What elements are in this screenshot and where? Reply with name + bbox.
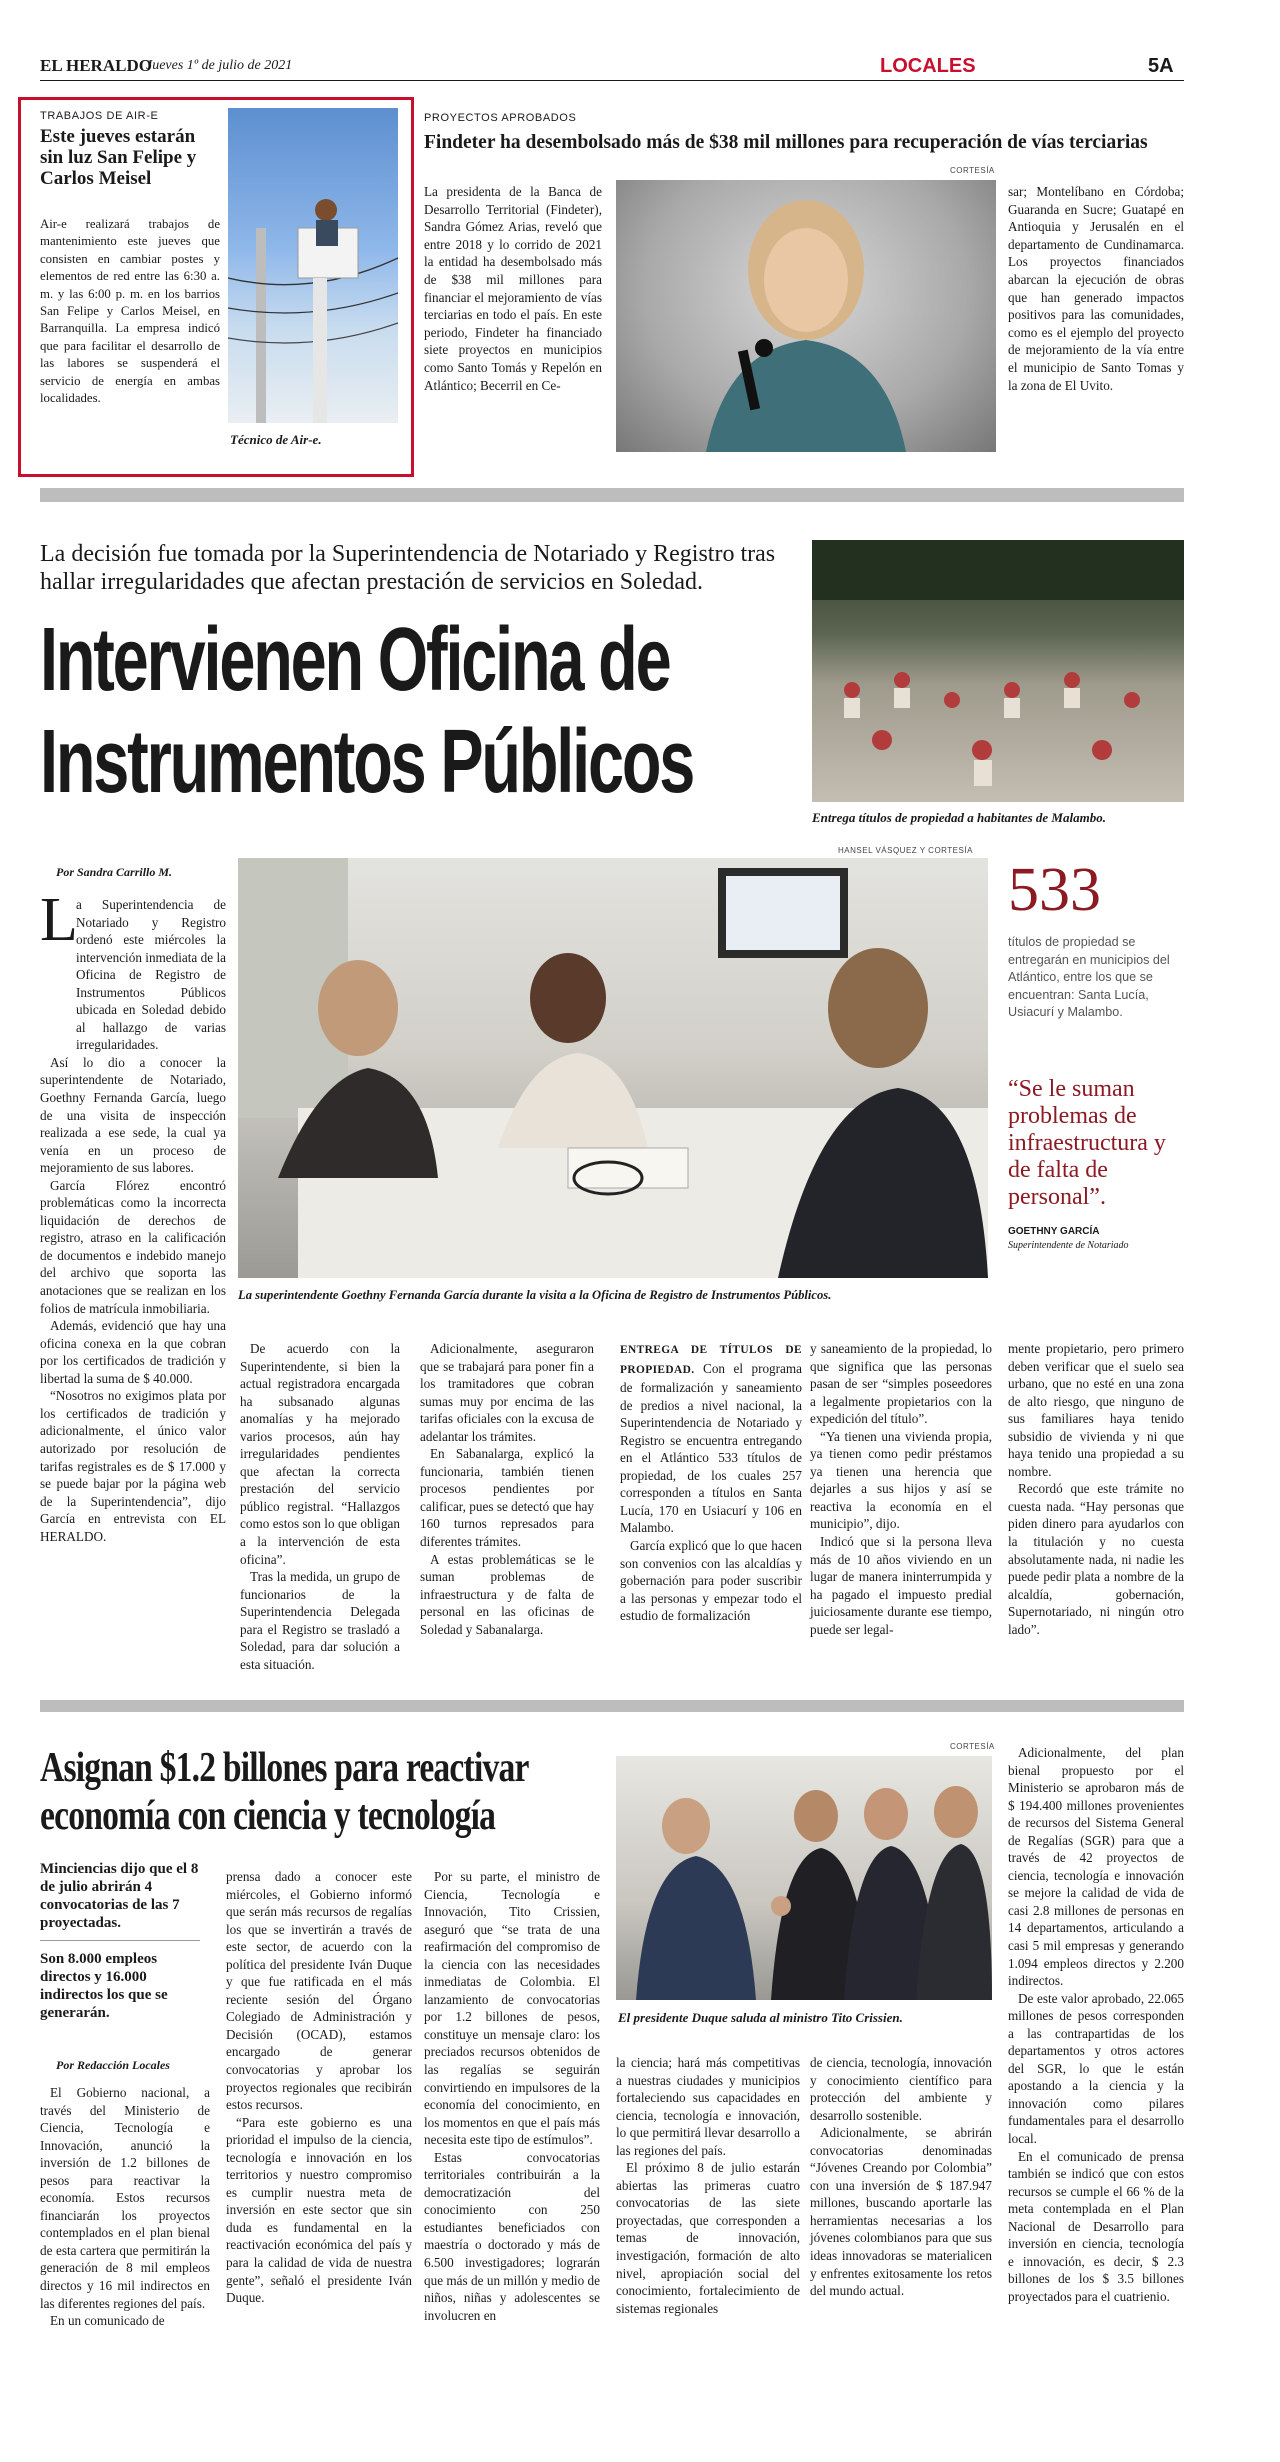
main-col-5 [810, 1340, 992, 1638]
main-p2: Así lo dio a conocer la superintendente de Notariado, Goethny Fernanda García, luego de una visita de inspección realizada a ese sede, la cual ya venía en un proceso de mejoramiento de sus labores. [40, 1054, 226, 1176]
main-c4-lead: ENTREGA DE TÍTULOS DE PROPIEDAD. [620, 1344, 802, 1376]
ciencia-k2: prensa dado a conocer este miércoles, el Gobierno informó que serán más recursos de regalías los que se invertirán a través de este sector, de acuerdo con la política del presidente Iván Duque y que fue ratificada en el más reciente sesión del Órgano Colegiado de Administración y Decisión (OCAD), estamos encargado de generar convocatorias y aprobar los proyectos regionales que recibirán estos recursos. [226, 1869, 412, 2113]
ciencia-k2b: “Para este gobierno es una prioridad el impulso de la ciencia, tecnología e innovación en los territorios y nuestro compromiso es cumplir nuestra meta de inversión en este sector que sin duda es fundamental en la reactivación económica del país y para la calidad de vida de nuestra gente”, señaló el presidente Iván Duque. [226, 2114, 412, 2306]
findeter-col2: sar; Montelíbano en Córdoba; Guaranda en Sucre; Guatapé en Antioquia y Jerusalén en el departamento de Cundinamarca. Los proyectos financiados abarcan la ejecución de obras que han generado impactos positivos para las comunidades, como es el ejemplo del proyecto de mejoramiento de la vía entre el municipio de Santo Tomas y la zona de El Uvito. [1008, 184, 1184, 393]
main-c5b: “Ya tienen una vivienda propia, ya tienen como pedir préstamos ya tienen una herencia que dejarles a sus hijos y así se reactiva la economía en el municipio”, dijo. [810, 1428, 992, 1532]
main-c5: y saneamiento de la propiedad, lo que significa que las personas pasan de ser “simples poseedores a legalmente propietarios con la expedición del título”. [810, 1341, 992, 1427]
ciencia-k5b: Adicionalmente, se abrirán convocatorias denominadas “Jóvenes Creando por Colombia” con una inversión de $ 187.947 millones, buscando aportarle las herramientas necesarias a los jóvenes colombianos para que sus ideas innovadoras se materialicen y enfrentes exitosamente los retos del mundo actual. [810, 2125, 992, 2299]
ciencia-headline-line-1: Asignan $1.2 billones para reactivar [40, 1745, 529, 1791]
brief-headline: Este jueves estarán sin luz San Felipe y Carlos Meisel [40, 126, 197, 189]
ciencia-summary-divider [40, 1940, 200, 1941]
crowd-photo [812, 540, 1184, 802]
findeter-kicker: PROYECTOS APROBADOS [424, 112, 577, 124]
main-c2: De acuerdo con la Superintendente, si bien la actual registradora encargada ha subsanado algunas anomalías y ha mejorado varios procesos, aún hay irregularidades pendientes que afectan la correcta prestación del servicio público registral. “Hallazgos como estos son lo que obligan a la intervención de esta oficina”. [240, 1341, 400, 1567]
main-c3b: En Sabanalarga, explicó la funcionaria, también tienen procesos pendientes por calificar, pues se detectó que hay 160 turnos represados para diferentes trámites. [420, 1446, 594, 1550]
findeter-col1: La presidenta de la Banca de Desarrollo Territorial (Findeter), Sandra Gómez Arias, reveló que entre 2018 y lo corrido de 2021 la entidad ha desembolsado más de $38 mil millones para financiar el mejoramiento de vías terciarias en todo el país. En este periodo, Findeter ha financiado siete proyectos en municipios como Santo Tomás y Repelón en Atlántico; Becerril en Ce- [424, 184, 602, 393]
stat-text: títulos de propiedad se entregarán en municipios del Atlántico, entre los que se encuentran: Santa Lucía, Usiacurí y Malambo. [1008, 935, 1170, 1019]
ciencia-headline-line-2: economía con ciencia y tecnología [40, 1793, 496, 1839]
main-c6b: Recordó que este trámite no cuesta nada. “Hay personas que piden dinero para ayudarlos con la titulación y no cuesta absolutamente nada, ni nadie les puede pedir plata a nombre de la alcaldía, gobernación, Supernotariado, ni ningún otro lado”. [1008, 1481, 1184, 1637]
main-c2b: Tras la medida, un grupo de funcionarios de la Superintendencia Delegada para el Registro se trasladó a Soledad, para dar solución a esta situación. [240, 1569, 400, 1672]
ciencia-col-1 [40, 2084, 210, 2330]
quote-role: Superintendente de Notariado [1008, 1240, 1129, 1251]
office-meeting-photo [238, 858, 988, 1278]
main-p4: Además, evidenció que hay una oficina conexa en la que cobran por los certificados de tradición y libertad la suma de $ 40.000. [40, 1318, 226, 1386]
ciencia-summary-2: Son 8.000 empleos directos y 16.000 indirectos los que se generarán. [40, 1951, 168, 2021]
main-credit: HANSEL VÁSQUEZ Y CORTESÍA [838, 846, 973, 855]
handshake-photo [616, 1756, 992, 2000]
ciencia-k5: de ciencia, tecnología, innovación y conocimiento científico para protección del ambiente y desarrollo sostenible. [810, 2055, 992, 2123]
ciencia-k3: Por su parte, el ministro de Ciencia, Tecnología e Innovación, Tito Crissien, aseguró que “se trata de una reafirmación del compromiso de la ciencia con las necesidades inmediatas de Colombia. El lanzamiento de convocatorias por 1.2 billones de pesos, constituye un mensaje claro: los preciados recursos obtenidos de las regalías se seguirán convirtiendo en impulsores de la economía del conocimiento, en los momentos en que el país más necesita este tipo de estímulos”. [424, 1869, 600, 2148]
section-name: LOCALES [880, 55, 976, 77]
brief-body: Air-e realizará trabajos de mantenimiento este jueves que consisten en cambiar postes y elementos de red entre las 6:30 a. m. y las 6:00 p. m. en los barrios San Felipe y Carlos Meisel, en Barranquilla. La empresa indicó que para facilitar el desarrollo de las labores se suspenderá el servicio de energía en ambas localidades. [40, 217, 220, 406]
main-p3: García Flórez encontró problemáticas como la incorrecta liquidación de derechos de registro, atraso en la calificación de documentos e indebido manejo del archivo que soporta las anotaciones que se realizan en los folios de matrícula inmobiliaria. [40, 1177, 226, 1316]
masthead-rule [40, 80, 1184, 81]
findeter-credit: CORTESÍA [950, 166, 995, 175]
main-col-3 [420, 1340, 594, 1638]
main-c3c: A estas problemáticas se le suman problemas de infraestructura y de falta de personal en las oficinas de Soledad y Sabanalarga. [420, 1551, 594, 1637]
main-c6: mente propietario, pero primero deben verificar que el suelo sea urbano, que no esté en una zona de alto riesgo, que ninguno de sus familiares haya tenido subsidio de vivienda y ni que haya tenido una propiedad a su nombre. [1008, 1341, 1184, 1479]
handshake-caption: El presidente Duque saluda al ministro Tito Crissien. [618, 2010, 903, 2025]
main-headline-line-2: Instrumentos Públicos [40, 712, 694, 812]
ciencia-k3b: Estas convocatorias territoriales contribuirán a la democratización del conocimiento con 250 estudiantes beneficiados con maestría o doctorado y más de 6.500 investigadores; lograrán que más de un millón y medio de niños, niñas y adolescentes se involucren en [424, 2149, 600, 2323]
crowd-illustration [812, 540, 1184, 802]
lineman-photo [228, 108, 398, 423]
issue-date: Jueves 1º de julio de 2021 [146, 58, 293, 73]
ciencia-k6c: En el comunicado de prensa también se indicó que con estos recursos se cumple el 66 % de la meta contemplada en el Plan Nacional de Desarrollo para inversión en ciencia, tecnología e innovación, es decir, $ 2.3 billones de los $ 3.5 billones proyectados para el cuatrienio. [1008, 2148, 1184, 2304]
main-c4b: García explicó que lo que hacen son convenios con las alcaldías y gobernación para poder suscribir a las personas y empezar todo el estudio de formalización [620, 1538, 802, 1624]
quote-name: GOETHNY GARCÍA [1008, 1226, 1100, 1237]
presenter-illustration [616, 180, 996, 452]
findeter-headline: Findeter ha desembolsado más de $38 mil millones para recuperación de vías terciarias [424, 132, 1148, 153]
brief-caption: Técnico de Air-e. [230, 432, 322, 447]
ciencia-credit: CORTESÍA [950, 1742, 995, 1751]
story-divider [40, 1700, 1184, 1712]
ciencia-k4b: El próximo 8 de julio estarán abiertas las primeras cuatro convocatorias de las siete proyectadas, que corresponden a temas de innovación, investigación, formación de alto nivel, apropiación social del conocimiento, fortalecimiento de sistemas regionales [616, 2160, 800, 2316]
ciencia-k6: Adicionalmente, del plan bienal propuesto por el Ministerio se aprobaron más de $ 194.400 millones provenientes de recursos del Sistema General de Regalías (SGR) para que a través de 42 proyectos de ciencia, tecnología e innovación se mejore la calidad de vida de casi 2.8 millones de personas en 14 departamentos, articulando a casi 5 mil empresas y generando 1.094 empleos directos y 2.200 indirectos. [1008, 1745, 1184, 1989]
page-number: 5A [1148, 55, 1174, 77]
main-col-6 [1008, 1340, 1184, 1638]
main-col-1 [40, 896, 226, 1545]
main-p5: “Nosotros no exigimos plata por los certificados de tradición y adicionalmente, el único valor autorizado por resolución de tarifas registrales es de $ 17.000 y se puede bajar por la página web de la Superintendencia”, dijo García en entrevista con EL HERALDO. [40, 1388, 226, 1544]
office-caption: La superintendente Goethny Fernanda García durante la visita a la Oficina de Registro de Instrumentos Públicos. [238, 1288, 832, 1302]
ciencia-col-4 [616, 2054, 800, 2317]
main-col-4 [620, 1340, 802, 1625]
main-c3: Adicionalmente, aseguraron que se trabajará para poner fin a los tramitadores que cobran sumas muy por encima de las tarifas oficiales con la excusa de adelantar los trámites. [420, 1341, 594, 1444]
ciencia-k6b: De este valor aprobado, 22.065 millones de pesos corresponden a las contrapartidas de los departamentos y otros actores del SGR, lo que le están apostando a la ciencia y la innovación como pilares fundamentales para el desarrollo local. [1008, 1990, 1184, 2147]
crowd-caption: Entrega títulos de propiedad a habitantes de Malambo. [812, 810, 1106, 825]
ciencia-k1: El Gobierno nacional, a través del Ministerio de Ciencia, Tecnología e Innovación, anunció la inversión de 1.2 billones de pesos para reactivar la economía. Estos recursos financiarán los proyectos contemplados en el plan bienal de esta cartera que permitirán la generación de 8 mil empleos directos y 16 mil indirectos en las diferentes regiones del país. [40, 2085, 210, 2311]
pull-quote: “Se le suman problemas de infraestructura y de falta de personal”. [1008, 1076, 1166, 1210]
main-byline: Por Sandra Carrillo M. [56, 865, 173, 879]
main-c4: Con el programa de formalización y saneamiento de predios a nivel nacional, la Superintendencia de Notariado y Registro se encuentra entregando en el Atlántico 533 títulos de propiedad, de los cuales 257 corresponden a títulos en Santa Lucía, 170 en Usiacurí y 106 en Malambo. [620, 1360, 802, 1536]
lineman-illustration [228, 108, 398, 423]
brief-kicker: TRABAJOS DE AIR-E [40, 110, 159, 122]
ciencia-summary-1: Minciencias dijo que el 8 de julio abrirán 4 convocatorias de las 7 proyectadas. [40, 1861, 199, 1931]
ciencia-byline: Por Redacción Locales [56, 2058, 170, 2072]
stat-number: 533 [1008, 856, 1101, 924]
main-deck: La decisión fue tomada por la Superintendencia de Notariado y Registro tras hallar irregularidades que afectan prestación de servicios en Soledad. [40, 541, 776, 595]
masthead [40, 52, 1180, 82]
main-headline-line-1: Intervienen Oficina de [40, 610, 670, 710]
ciencia-k4: la ciencia; hará más competitivas a nuestras ciudades y municipios fortaleciendo sus capacidades en ciencia, tecnología e innovación, lo que permitirá llevar desarrollo a las regiones del país. [616, 2055, 800, 2158]
main-c5c: Indicó que si la persona lleva más de 10 años viviendo en un lugar de manera ininterrumpida y ha pagado el impuesto predial juiciosamente durante ese tiempo, puede ser legal- [810, 1534, 992, 1637]
paper-name: EL HERALDO [40, 56, 152, 75]
handshake-illustration [616, 1756, 992, 2000]
ciencia-col-2 [226, 1868, 412, 2307]
main-col-2 [240, 1340, 400, 1673]
ciencia-col-3 [424, 1868, 600, 2324]
ciencia-k1b: En un comunicado de [50, 2313, 165, 2329]
dropcap: L [40, 886, 78, 954]
office-illustration [238, 858, 988, 1278]
ciencia-col-6 [1008, 1744, 1184, 2306]
section-divider [40, 488, 1184, 502]
main-c4-paragraph [620, 1340, 802, 1537]
presenter-photo [616, 180, 996, 452]
main-lead: a Superintendencia de Notariado y Registro ordenó este miércoles la intervención inmediata de la Oficina de Registro de Instrumentos Públicos ubicada en Soledad debido al hallazgo de varias irregularidades. [76, 897, 226, 1053]
ciencia-col-5 [810, 2054, 992, 2300]
